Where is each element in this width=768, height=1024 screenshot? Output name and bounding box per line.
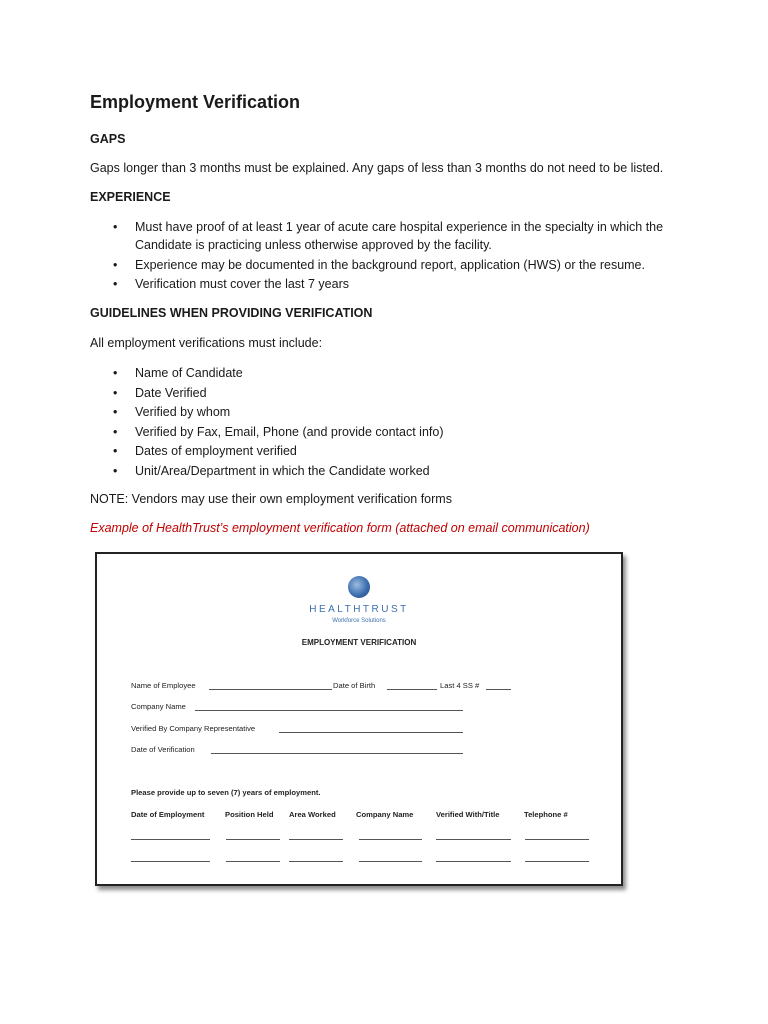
entry-line [359, 839, 422, 840]
bullet-icon: • [113, 424, 118, 439]
list-item [90, 423, 690, 441]
entry-line [436, 861, 511, 862]
bullet-icon: • [113, 366, 118, 380]
gaps-text: Gaps longer than 3 months must be explained. Any gaps of less than 3 months do not need to be listed. [90, 161, 664, 175]
vendor-note: NOTE: Vendors may use their own employment verification forms [90, 492, 452, 506]
healthtrust-logo [97, 576, 621, 624]
entry-line [131, 861, 210, 862]
col-verified-with: Verified With/Title [436, 810, 500, 819]
entry-line [289, 861, 343, 862]
globe-icon [348, 576, 370, 598]
form-instruction: Please provide up to seven (7) years of employment. [131, 788, 321, 797]
experience-heading: EXPERIENCE [90, 190, 171, 204]
document-title: Employment Verification [90, 92, 301, 112]
bullet-icon: • [113, 444, 118, 458]
ss-label: Last 4 SS # [440, 681, 480, 690]
dob-label: Date of Birth [333, 681, 376, 690]
col-company-name: Company Name [356, 810, 414, 819]
list-item-text: Must have proof of at least 1 year of acute care hospital experience in the specialty in which the Candidate is practicing unless otherwise approved by the facility. [135, 220, 664, 252]
example-caption: Example of HealthTrust’s employment verification form (attached on email communication) [90, 521, 590, 535]
brand-name: HEALTHTRUST [309, 604, 409, 615]
entry-line [289, 839, 343, 840]
experience-list [90, 218, 690, 295]
entry-line [226, 839, 280, 840]
company-name-line [195, 710, 463, 711]
list-item-text: Date Verified [135, 385, 207, 400]
ss-line [486, 689, 511, 690]
entry-line [359, 861, 422, 862]
entry-line [226, 861, 280, 862]
entry-line [131, 839, 210, 840]
bullet-icon: • [113, 220, 118, 234]
form-title: EMPLOYMENT VERIFICATION [301, 638, 417, 647]
entry-line [525, 861, 589, 862]
list-item-text: Verified by Fax, Email, Phone (and provide contact info) [135, 424, 444, 439]
verification-form-image [95, 552, 623, 886]
employee-name-label: Name of Employee [131, 681, 196, 690]
list-item-text: Unit/Area/Department in which the Candidate worked [135, 463, 430, 478]
bullet-icon: • [113, 385, 118, 400]
employee-name-line [209, 689, 332, 690]
verification-date-label: Date of Verification [131, 745, 195, 754]
list-item [90, 218, 690, 254]
verified-by-label: Verified By Company Representative [131, 724, 256, 733]
col-area-worked: Area Worked [289, 810, 336, 819]
bullet-icon: • [113, 405, 118, 419]
list-item [90, 462, 690, 480]
guidelines-intro: All employment verifications must include: [90, 336, 323, 350]
guidelines-heading: GUIDELINES WHEN PROVIDING VERIFICATION [90, 306, 373, 320]
list-item-text: Experience may be documented in the background report, application (HWS) or the resume. [135, 257, 645, 272]
bullet-icon: • [113, 463, 118, 478]
brand-subtitle: Workforce Solutions [332, 618, 386, 624]
list-item [90, 364, 690, 382]
bullet-icon: • [113, 277, 118, 291]
verification-date-line [211, 753, 463, 754]
col-telephone: Telephone # [524, 810, 568, 819]
list-item-text: Dates of employment verified [135, 444, 297, 458]
list-item-text: Verified by whom [135, 405, 231, 419]
list-item-text: Name of Candidate [135, 366, 243, 380]
gaps-heading: GAPS [90, 132, 126, 146]
entry-line [525, 839, 589, 840]
bullet-icon: • [113, 257, 118, 272]
list-item [90, 256, 690, 274]
guidelines-list [90, 364, 690, 481]
verified-by-line [279, 732, 463, 733]
list-item [90, 275, 690, 293]
list-item [90, 442, 690, 460]
list-item [90, 403, 690, 421]
list-item-text: Verification must cover the last 7 years [135, 277, 349, 291]
company-name-label: Company Name [131, 702, 186, 711]
list-item [90, 384, 690, 402]
col-position-held: Position Held [225, 810, 274, 819]
col-date-of-employment: Date of Employment [131, 810, 205, 819]
entry-line [436, 839, 511, 840]
dob-line [387, 689, 437, 690]
